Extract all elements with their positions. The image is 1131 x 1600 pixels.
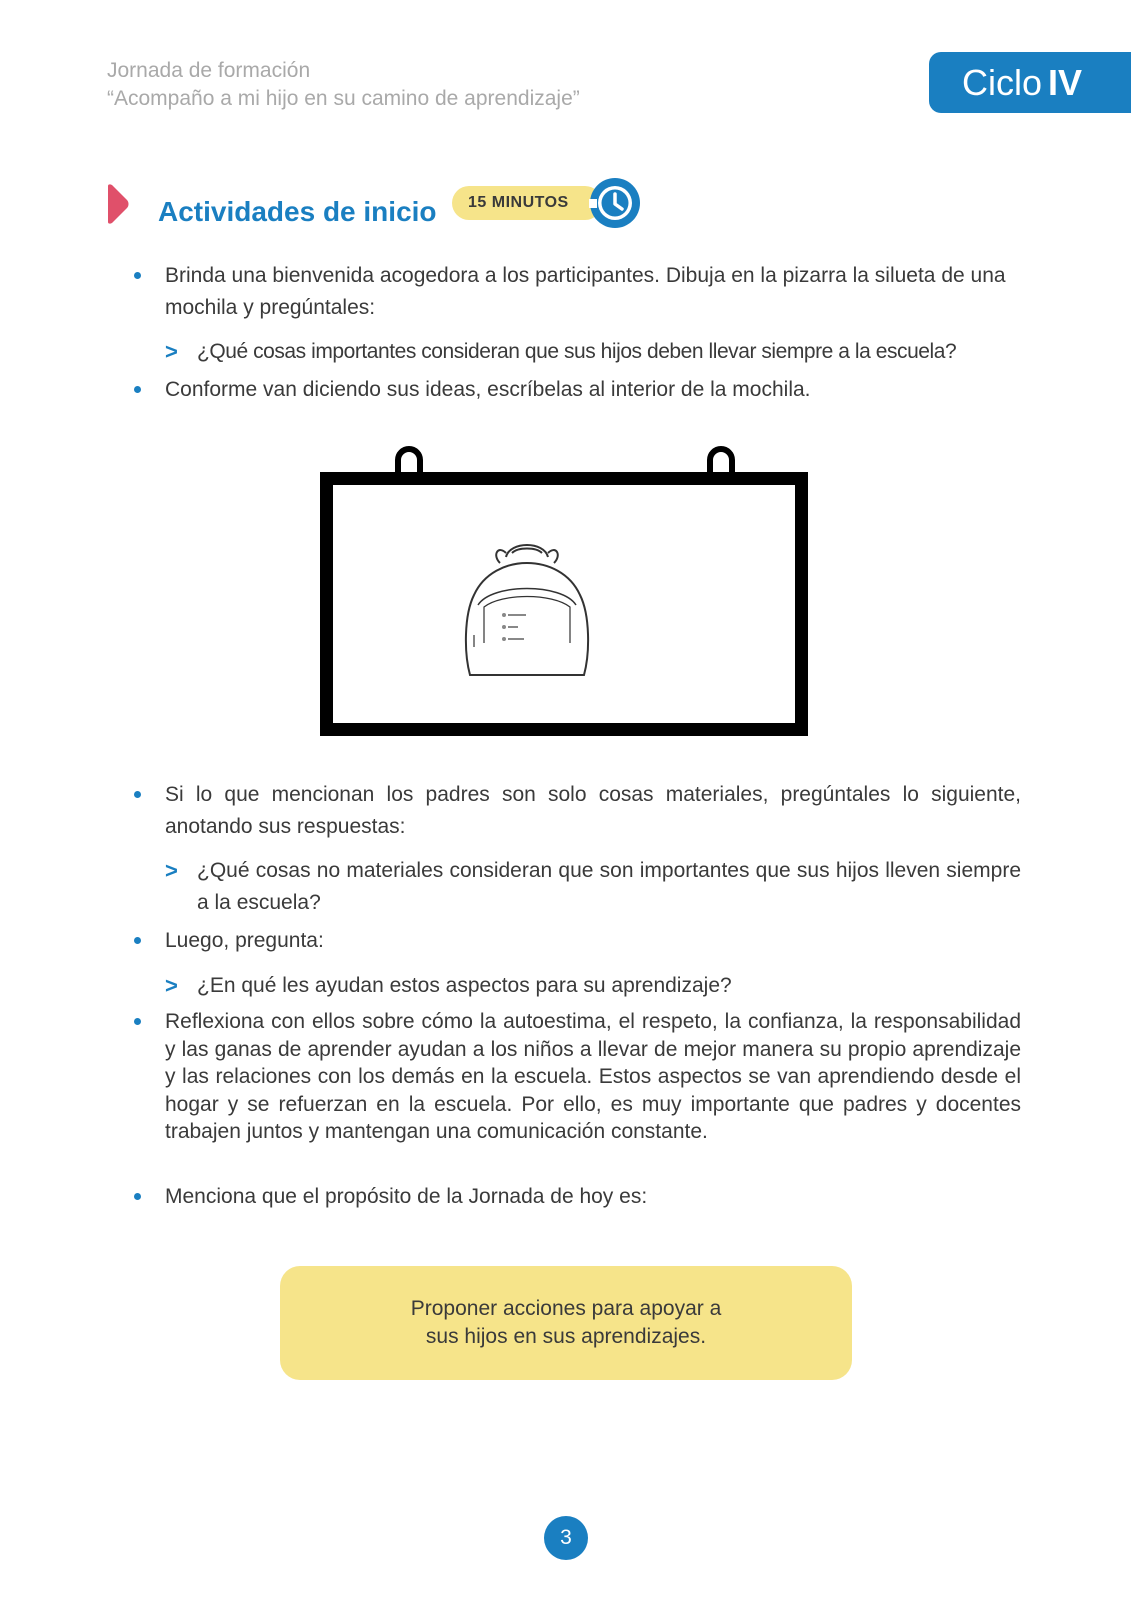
chevron-right-icon: >	[165, 339, 178, 364]
clock-icon	[588, 176, 642, 230]
sub-list-item: ¿Qué cosas no materiales consideran que son importantes que sus hijos lleven siempre a la escuela?	[197, 859, 1021, 914]
cycle-word: Ciclo	[962, 62, 1043, 103]
purpose-box	[280, 1266, 852, 1380]
list-item: Luego, pregunta:	[165, 929, 324, 952]
duration-badge: 15 MINUTOS	[452, 186, 602, 220]
bullet-icon	[134, 937, 141, 944]
running-header-line2: “Acompaño a mi hijo en su camino de aprendizaje”	[107, 87, 580, 110]
purpose-line1: Proponer acciones para apoyar a	[410, 1297, 722, 1320]
cycle-tab	[929, 52, 1131, 113]
bullet-icon	[134, 791, 141, 798]
list-item: Menciona que el propósito de la Jornada de hoy es:	[165, 1185, 648, 1208]
bullet-icon	[134, 386, 141, 393]
purpose-line2: sus hijos en sus aprendizajes.	[425, 1325, 707, 1348]
bullet-icon	[134, 272, 141, 279]
list-item: Reflexiona con ellos sobre cómo la autoestima, el respeto, la confianza, la responsabilidad y las ganas de aprender ayudan a los niños a llevar de mejor manera su propio aprendizaje y las relaciones con los demás en la escuela. Estos aspectos se van aprendiendo desde el hogar y se refuerzan en la escuela. Por ello, es muy importante que padres y docentes trabajen juntos y mantengan una comunicación constante.	[165, 1010, 1021, 1143]
section-title: Actividades de inicio	[158, 196, 437, 227]
list-item: Conforme van diciendo sus ideas, escríbelas al interior de la mochila.	[165, 378, 811, 401]
chevron-right-icon: >	[165, 973, 178, 998]
sub-list-item: ¿Qué cosas importantes consideran que sus hijos deben llevar siempre a la escuela?	[197, 340, 957, 363]
page-number: 3	[544, 1516, 588, 1560]
chevron-right-icon: >	[165, 858, 178, 883]
list-item: Brinda una bienvenida acogedora a los participantes. Dibuja en la pizarra la silueta de una mochila y pregúntales:	[165, 264, 1006, 319]
bullet-icon	[134, 1018, 141, 1025]
running-header-line1: Jornada de formación	[107, 59, 311, 82]
backpack-icon	[462, 535, 592, 685]
section-marker-icon	[106, 184, 130, 224]
list-item: Si lo que mencionan los padres son solo cosas materiales, pregúntales lo siguiente, anotando sus respuestas:	[165, 783, 1021, 838]
bullet-icon	[134, 1193, 141, 1200]
cycle-number: IV	[1048, 62, 1083, 103]
running-header	[107, 57, 580, 113]
sub-list-item: ¿En qué les ayudan estos aspectos para su aprendizaje?	[197, 974, 732, 997]
